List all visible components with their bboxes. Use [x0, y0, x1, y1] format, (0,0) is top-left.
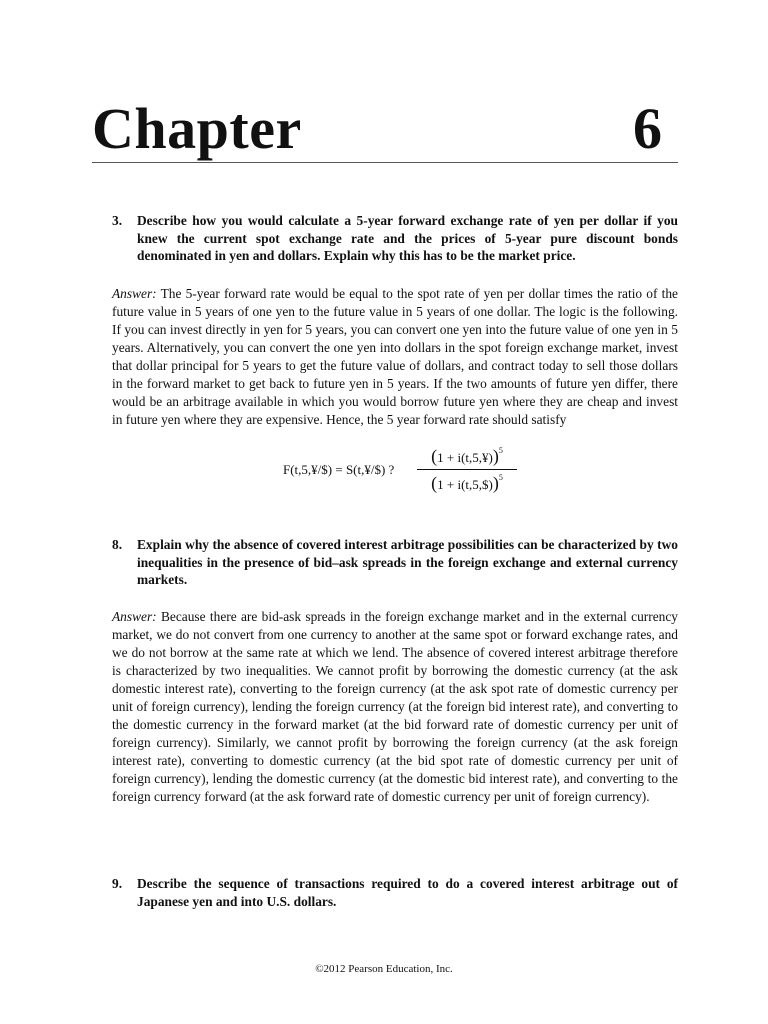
formula-numerator: (1 + i(t,5,¥))$^5$ — [431, 446, 503, 466]
answer-3 — [112, 285, 678, 429]
question-number: 9. — [112, 876, 123, 891]
formula-exponent: 5 — [498, 473, 503, 482]
formula-lhs: F(t,5,¥/$) = S(t,¥/$) ? — [283, 462, 395, 477]
question-text: Describe the sequence of transactions required to do a covered interest arbitrage out of Japanese yen and into U.S. dollars. — [137, 876, 678, 909]
answer-8 — [112, 608, 678, 806]
question-8 — [112, 536, 678, 589]
answer-label: Answer: — [112, 609, 157, 624]
chapter-number: 6 — [633, 96, 662, 161]
chapter-title: Chapter — [92, 96, 302, 161]
formula-denominator: (1 + i(t,5,$))$^5$ — [431, 473, 503, 493]
answer-text: Because there are bid-ask spreads in the foreign exchange market and in the external currency market, we do not convert from one currency to another at the same spot or forward exchange rates, and we do not borrow at the same rate at which we lend. The absence of covered interest arbitrage therefore is characterized by two inequalities. We cannot profit by borrowing the domestic currency (at the ask domestic interest rate), converting to the foreign currency (at the ask spot rate of domestic currency per unit of foreign currency), lending the foreign currency (at the foreign bid interest rate), and converting to the domestic currency in the forward market (at the bid forward rate of domestic currency per unit of foreign currency). Similarly, we cannot profit by borrowing the foreign currency (at the ask foreign interest rate), converting to domestic currency (at the bid spot rate of domestic currency per unit of foreign currency), lending the domestic currency (at the domestic bid interest rate), and converting to the foreign currency forward (at the ask forward rate of domestic currency per unit of foreign currency). — [112, 609, 678, 804]
page-footer: ©2012 Pearson Education, Inc. — [315, 963, 453, 975]
question-number: 3. — [112, 213, 123, 228]
chapter-header — [92, 96, 678, 163]
question-3 — [112, 212, 678, 265]
fraction-bar — [417, 469, 517, 470]
answer-label: Answer: — [112, 286, 157, 301]
formula-exponent: 5 — [498, 446, 503, 455]
question-text: Describe how you would calculate a 5-year forward exchange rate of yen per dollar if you knew the current spot exchange rate and the prices of 5-year pure discount bonds denominated in yen and dollars. Explain why this has to be the market price. — [137, 213, 678, 264]
question-number: 8. — [112, 537, 123, 552]
question-text: Explain why the absence of covered interest arbitrage possibilities can be characterized by two inequalities in the presence of bid–ask spreads in the foreign exchange and external currency markets. — [137, 537, 678, 588]
answer-text: The 5-year forward rate would be equal to the spot rate of yen per dollar times the ratio of the future value in 5 years of one yen to the future value in 5 years of one dollar. The logic is the following. If you can invest directly in yen for 5 years, you can convert one yen into the future value of one yen in 5 years. Alternatively, you can convert the one yen into dollars in the spot foreign exchange market, invest that dollar principal for 5 years to get the future value of dollars, and contract today to sell those dollars in the forward market to get back to future yen in 5 years. If the two amounts of future yen differ, there would be an arbitrage available in which you would borrow future yen where they are cheap and invest in future yen where they are expensive. Hence, the 5 year forward rate should satisfy — [112, 286, 679, 427]
forward-rate-formula — [283, 446, 523, 496]
question-9 — [112, 875, 678, 910]
